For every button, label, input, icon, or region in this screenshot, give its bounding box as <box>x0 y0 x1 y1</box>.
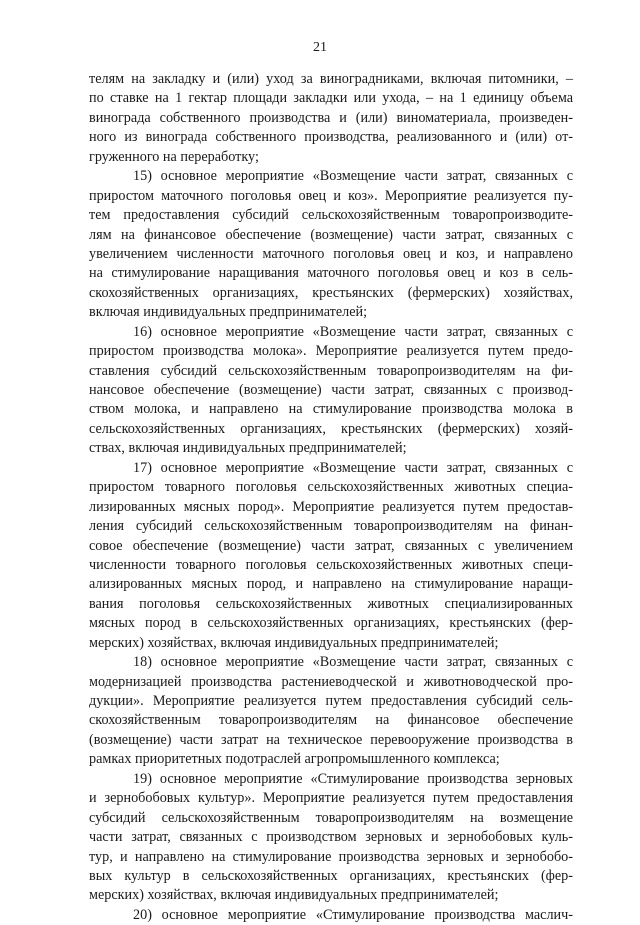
text-line: и зернобобовых культур». Мероприятие реализуется путем предоставления <box>89 790 573 807</box>
text-line: ствах, включая индивидуальных предпринимателей; <box>89 440 407 457</box>
text-line: скохозяйственным товаропроизводителям на финансовое обеспечение <box>89 712 573 729</box>
page-number: 21 <box>313 40 327 55</box>
text-line: скохозяйственных организациях, крестьянских (фермерских) хозяйствах, <box>89 284 573 301</box>
text-line: дукции». Мероприятие реализуется путем предоставления субсидий сель- <box>89 693 573 709</box>
text-line: ного из винограда собственного производства, реализованного и (или) от- <box>89 129 573 146</box>
text-line: телям на закладку и (или) уход за виноградниками, включая питомники, – <box>89 71 573 87</box>
text-line: ализированных мясных пород, и направлено на стимулирование наращи- <box>89 576 573 593</box>
text-line: увеличением численности маточного поголовья овец и коз, и направлено <box>89 245 573 262</box>
text-line: части затрат, связанных с производством зерновых и зернобобовых куль- <box>89 829 573 846</box>
text-line: мерских) хозяйствах, включая индивидуальных предпринимателей; <box>89 887 499 904</box>
text-line: винограда собственного производства и (или) виноматериала, произведен- <box>89 109 573 126</box>
text-line: нансовое обеспечение (возмещение) части затрат, связанных с производ- <box>89 382 573 398</box>
text-line: субсидий сельскохозяйственным товаропроизводителям на возмещение <box>89 809 573 826</box>
text-line: приростом товарного поголовья сельскохозяйственных животных специа- <box>89 479 573 496</box>
text-line: тур, и направлено на стимулирование производства зерновых и зернобобо- <box>89 848 573 865</box>
text-line: 19) основное мероприятие «Стимулирование производства зерновых <box>133 770 573 787</box>
text-line: модернизацией производства растениеводческой и животноводческой про- <box>89 673 573 690</box>
text-line: лизированных мясных пород». Мероприятие реализуется путем предостав- <box>89 498 573 515</box>
text-line: сельскохозяйственных организациях, крестьянских (фермерских) хозяй- <box>89 420 573 437</box>
text-line: ления субсидий сельскохозяйственным товаропроизводителям на финан- <box>89 518 573 535</box>
text-line: численности товарного поголовья сельскохозяйственных животных специ- <box>89 556 573 573</box>
text-line: мясных пород в сельскохозяйственных организациях, крестьянских (фер- <box>89 615 573 632</box>
text-line: лям на финансовое обеспечение (возмещение) части затрат, связанных с <box>89 226 573 243</box>
text-line: вания поголовья сельскохозяйственных животных специализированных <box>89 595 573 612</box>
text-line: 20) основное мероприятие «Стимулирование производства маслич- <box>133 906 573 923</box>
document-body <box>89 70 573 925</box>
text-line: включая индивидуальных предпринимателей; <box>89 304 368 321</box>
text-line: приростом производства молока». Мероприятие реализуется путем предо- <box>89 343 573 360</box>
text-line: мерских) хозяйствах, включая индивидуальных предпринимателей; <box>89 634 499 651</box>
text-line: по ставке на 1 гектар площади закладки или ухода, – на 1 единицу объема <box>89 90 573 107</box>
text-line: 18) основное мероприятие «Возмещение части затрат, связанных с <box>133 654 573 671</box>
text-line: 17) основное мероприятие «Возмещение части затрат, связанных с <box>133 459 573 476</box>
text-line: совое обеспечение (возмещение) части затрат, связанных с увеличением <box>89 537 573 554</box>
text-line: тем предоставления субсидий сельскохозяйственным товаропроизводите- <box>89 207 573 224</box>
text-line: вых культур в сельскохозяйственных организациях, крестьянских (фер- <box>89 867 573 884</box>
text-line: груженного на переработку; <box>89 148 259 165</box>
text-line: ставления субсидий сельскохозяйственным товаропроизводителям на фи- <box>89 362 573 379</box>
text-line: (возмещение) части затрат на техническое перевооружение производства в <box>89 731 573 748</box>
text-line: 15) основное мероприятие «Возмещение части затрат, связанных с <box>133 168 573 185</box>
text-line: 16) основное мероприятие «Возмещение части затрат, связанных с <box>133 323 573 340</box>
text-line: рамках приоритетных подотраслей агропромышленного комплекса; <box>89 751 500 768</box>
text-line: ством молока, и направлено на стимулирование производства молока в <box>89 401 573 418</box>
text-line: приростом маточного поголовья овец и коз». Мероприятие реализуется пу- <box>89 187 573 204</box>
text-line: на стимулирование наращивания маточного поголовья овец и коз в сель- <box>89 265 573 282</box>
